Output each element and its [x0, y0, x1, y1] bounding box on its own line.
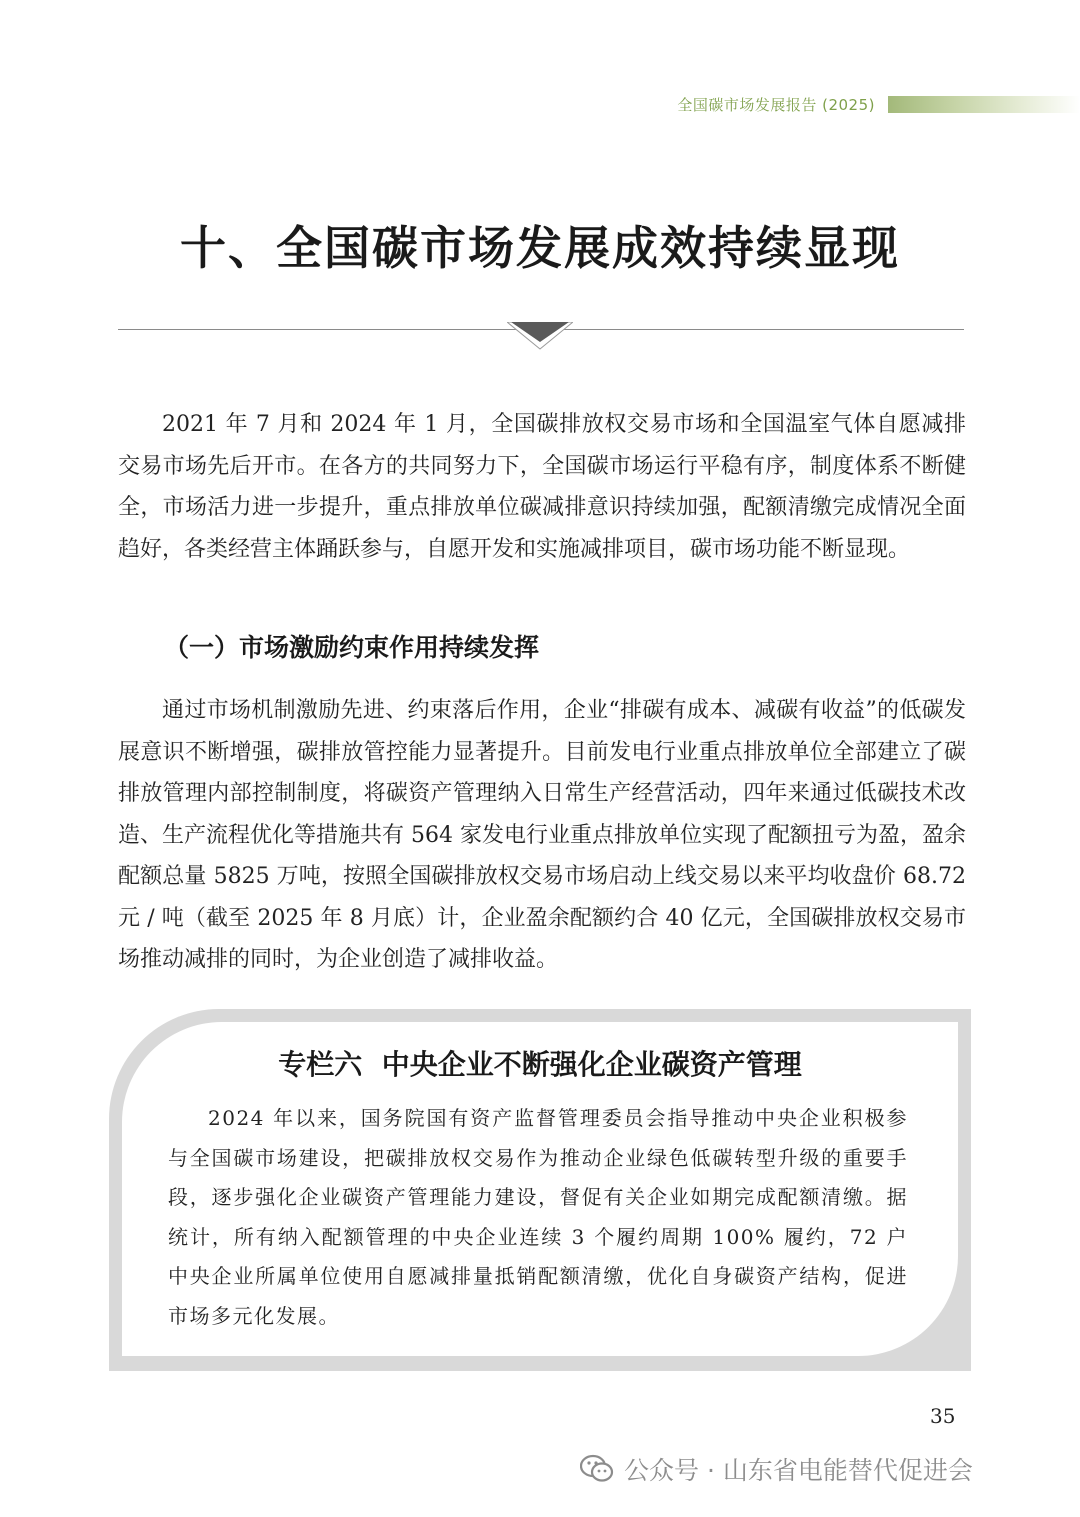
section-paragraph: 通过市场机制激励先进、约束落后作用，企业“排碳有成本、减碳有收益”的低碳发展意识不断增强，碳排放管控能力显著提升。目前发电行业重点排放单位全部建立了碳排放管理内部控制制度，将碳资产管理纳入日常生产经营活动，四年来通过低碳技术改造、生产流程优化等措施共有 564 家发电行业重点排放单位实现了配额扭亏为盈，盈余配额总量 5825 万吨，按照全国碳排放权交易市场启动上线交易以来平均收盘价 68.72 元 / 吨（截至 2025 年 8 月底）计，企业盈余配额约合 40 亿元，全国碳排放权交易市场推动减排的同时，为企业创造了减排收益。	[118, 698, 966, 972]
watermark-text: 公众号 · 山东省电能替代促进会	[624, 1456, 973, 1485]
section-heading: （一）市场激励约束作用持续发挥	[164, 633, 540, 662]
wechat-icon	[580, 1454, 614, 1484]
title-divider-arrow-icon	[507, 322, 573, 350]
chapter-title: 十、全国碳市场发展成效持续显现	[180, 221, 900, 275]
page-number: 35	[930, 1404, 956, 1428]
watermark	[580, 1452, 973, 1486]
sidebar-box-paragraph: 2024 年以来，国务院国有资产监督管理委员会指导推动中央企业积极参与全国碳市场建设，把碳排放权交易作为推动企业绿色低碳转型升级的重要手段，逐步强化企业碳资产管理能力建设，督促有关企业如期完成配额清缴。据统计，所有纳入配额管理的中央企业连续 3 个履约周期 100% 履约，72 户中央企业所属单位使用自愿减排量抵销配额清缴，优化自身碳资产结构，促进市场多元化发展。	[168, 1106, 908, 1328]
intro-paragraph: 2021 年 7 月和 2024 年 1 月，全国碳排放权交易市场和全国温室气体自愿减排交易市场先后开市。在各方的共同努力下，全国碳市场运行平稳有序，制度体系不断健全，市场活力进一步提升，重点排放单位碳减排意识持续加强，配额清缴完成情况全面趋好，各类经营主体踊跃参与，自愿开发和实施减排项目，碳市场功能不断显现。	[118, 412, 966, 562]
report-header-title: 全国碳市场发展报告 (2025)	[677, 96, 875, 114]
sidebar-box-title: 专栏六 中央企业不断强化企业碳资产管理	[278, 1048, 802, 1081]
header-accent-bar	[888, 96, 1080, 113]
